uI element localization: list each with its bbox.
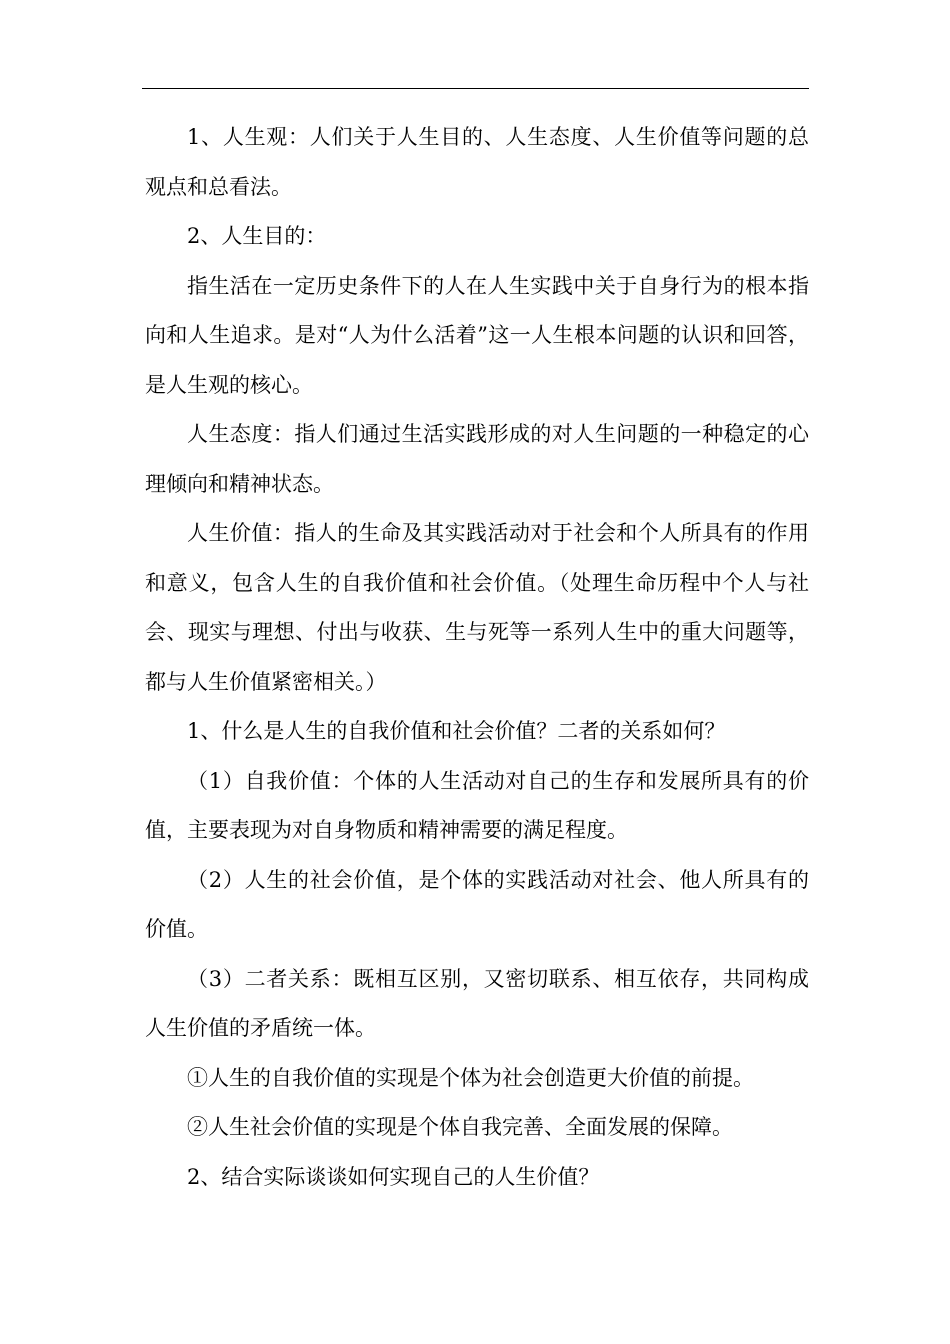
paragraph-relationship: （3）二者关系：既相互区别，又密切联系、相互依存，共同构成人生价值的矛盾统一体。 (145, 966, 809, 1040)
paragraph-life-purpose-definition: 指生活在一定历史条件下的人在人生实践中关于自身行为的根本指向和人生追求。是对“人为什么活着”这一人生根本问题的认识和回答，是人生观的核心。 (145, 273, 809, 397)
paragraph-point-1: ①人生的自我价值的实现是个体为社会创造更大价值的前提。 (187, 1065, 754, 1090)
paragraph-question-1: 1、什么是人生的自我价值和社会价值？二者的关系如何？ (187, 719, 726, 743)
paragraph-life-outlook: 1、人生观：人们关于人生目的、人生态度、人生价值等问题的总观点和总看法。 (145, 125, 809, 199)
paragraph-self-value: （1）自我价值：个体的人生活动对自己的生存和发展所具有的价值，主要表现为对自身物质和精神需要的满足程度。 (145, 768, 809, 842)
paragraph-social-value: （2）人生的社会价值，是个体的实践活动对社会、他人所具有的价值。 (145, 867, 809, 941)
paragraph-life-purpose-heading: 2、人生目的： (187, 224, 327, 248)
header-rule (142, 88, 809, 89)
paragraph-life-attitude: 人生态度：指人们通过生活实践形成的对人生问题的一种稳定的心理倾向和精神状态。 (145, 422, 809, 496)
paragraph-life-value: 人生价值：指人的生命及其实践活动对于社会和个人所具有的作用和意义，包含人生的自我价值和社会价值。（处理生命历程中个人与社会、现实与理想、付出与收获、生与死等一系列人生中的重大问题等，都与人生价值紧密相关。） (145, 521, 809, 694)
document-body (145, 113, 809, 1202)
paragraph-point-2: ②人生社会价值的实现是个体自我完善、全面发展的保障。 (187, 1115, 733, 1139)
paragraph-question-2: 2、结合实际谈谈如何实现自己的人生价值？ (187, 1164, 600, 1189)
